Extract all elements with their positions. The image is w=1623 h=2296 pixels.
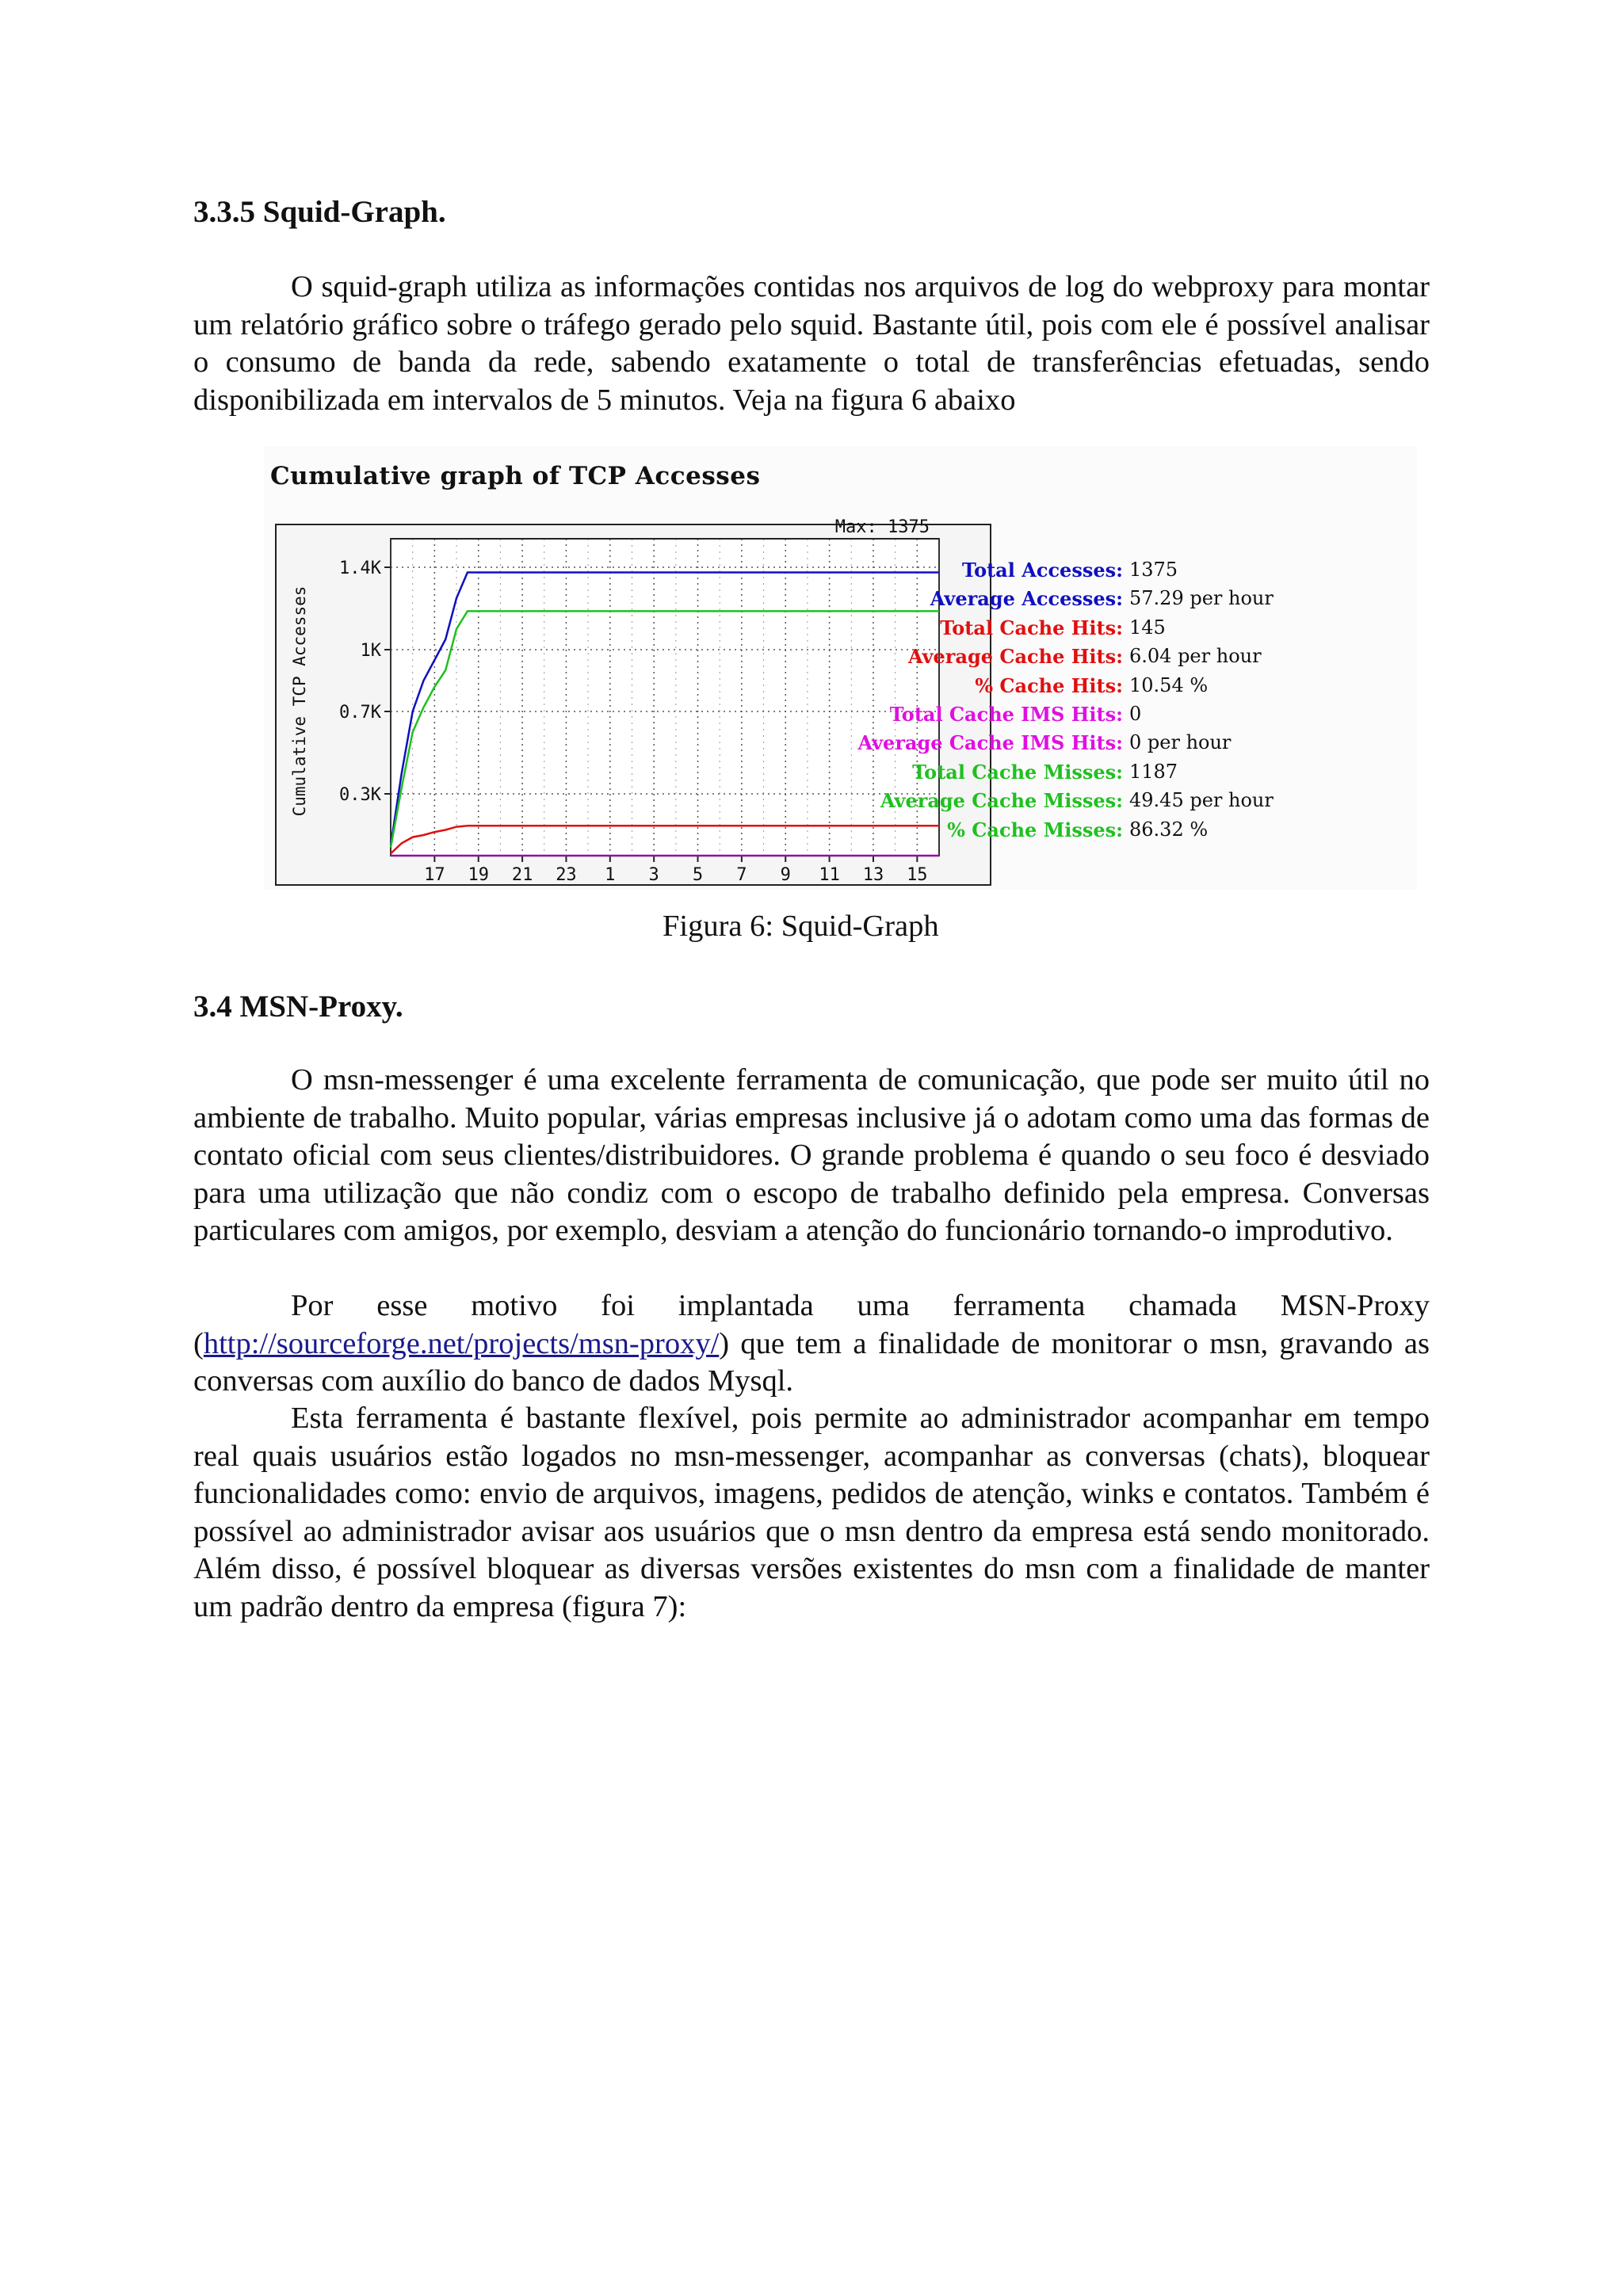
stat-row: [930, 587, 1421, 616]
stat-row: [912, 760, 1421, 789]
max-label: Max: 1375: [834, 517, 930, 537]
x-tick-label: 23: [556, 865, 577, 885]
stat-label: % Cache Misses:: [947, 818, 1123, 841]
stat-value: 6.04 per hour: [1129, 645, 1262, 668]
stat-label: Total Cache Hits:: [940, 616, 1123, 639]
section-heading-msn-proxy: 3.4 MSN-Proxy.: [193, 990, 403, 1024]
x-tick-label: 1: [605, 865, 616, 885]
paragraph-msn-features: [193, 1400, 1430, 1626]
y-tick-label: 0.3K: [339, 785, 381, 805]
section-heading-squid-graph: 3.3.5 Squid-Graph.: [193, 195, 446, 229]
sourceforge-link[interactable]: http://sourceforge.net/projects/msn-proxy/: [203, 1326, 720, 1360]
stat-label: Average Accesses:: [930, 587, 1123, 611]
x-tick-label: 15: [907, 865, 928, 885]
plot-area: [391, 539, 939, 856]
x-tick-label: 17: [424, 865, 445, 885]
paragraph-msn-proxy-tool: [193, 1287, 1430, 1401]
stat-row: [961, 674, 1421, 703]
x-tick-label: 3: [648, 865, 659, 885]
stat-value: 145: [1129, 616, 1166, 639]
x-tick-label: 13: [862, 865, 884, 885]
squid-graph-figure: [264, 446, 1417, 890]
stat-value: 1375: [1129, 559, 1178, 581]
stat-value: 0 per hour: [1129, 731, 1232, 754]
x-tick-label: 21: [511, 865, 533, 885]
x-tick-label: 5: [692, 865, 704, 885]
paragraph-squid-graph-text: O squid-graph utiliza as informações contidas nos arquivos de log do webproxy para montar um relatório gráfico sobre o tráfego gerado pelo squid. Bastante útil, pois com ele é possível analisar o consumo de banda da rede, sabendo exatamente o total de transferências efetuadas, sendo disponibilizada em intervalos de 5 minutos. Veja na figura 6 abaixo: [193, 270, 1430, 417]
stat-row: [961, 559, 1421, 587]
paragraph-msn-features-text: Esta ferramenta é bastante flexível, pois permite ao administrador acompanhar em tempo real quais usuários estão logados no msn-messenger, acompanhar as conversas (chats), bloquear funcionalidades como: envio de arquivos, imagens, pedidos de atenção, winks e contatos. Também é possível ao administrador avisar aos usuários que o msn dentro da empresa está sendo monitorado. Além disso, é possível bloquear as diversas versões existentes do msn com a finalidade de manter um padrão dentro da empresa (figura 7):: [193, 1402, 1430, 1623]
stat-row: [857, 731, 1421, 760]
stat-value: 0: [1129, 703, 1142, 725]
stat-value: 49.45 per hour: [1129, 789, 1274, 812]
y-tick-label: 1.4K: [339, 559, 381, 578]
stat-value: 57.29 per hour: [1129, 587, 1274, 610]
stat-label: Total Cache IMS Hits:: [889, 703, 1123, 726]
y-tick-label: 1K: [360, 641, 381, 661]
x-tick-label: 19: [468, 865, 489, 885]
figure-caption: Figura 6: Squid-Graph: [663, 910, 939, 943]
x-tick-label: 11: [819, 865, 840, 885]
stat-row: [947, 818, 1421, 847]
stat-label: Average Cache Misses:: [880, 789, 1123, 813]
stat-row: [889, 703, 1421, 731]
stat-value: 1187: [1129, 760, 1178, 783]
paragraph-msn-intro-text: O msn-messenger é uma excelente ferramenta de comunicação, que pode ser muito útil no ambiente de trabalho. Muito popular, várias empresas inclusive já o adotam como uma das formas de contato oficial com seus clientes/distribuidores. O grande problema é quando o seu foco é desviado para uma utilização que não condiz com o escopo de trabalho definido pela empresa. Conversas particulares com amigos, por exemplo, desviam a atenção do funcionário tornando-o improdutivo.: [193, 1063, 1430, 1247]
stat-row: [940, 616, 1421, 645]
stat-value: 86.32 %: [1129, 818, 1209, 841]
stat-value: 10.54 %: [1129, 673, 1209, 696]
paragraph-msn-intro: [193, 1062, 1430, 1250]
stat-label: Total Accesses:: [961, 559, 1123, 582]
paragraph-squid-graph: [193, 269, 1430, 419]
chart-title: Cumulative graph of TCP Accesses: [270, 462, 761, 490]
stat-row: [880, 789, 1421, 818]
y-axis-label: Cumulative TCP Accesses: [290, 585, 309, 817]
x-tick-label: 9: [780, 865, 791, 885]
stat-label: Average Cache Hits:: [907, 645, 1123, 669]
stat-label: % Cache Hits:: [975, 673, 1123, 697]
stat-label: Total Cache Misses:: [912, 760, 1123, 784]
stat-label: Average Cache IMS Hits:: [857, 731, 1123, 755]
paragraph-msn-proxy-text-1: Por esse motivo foi implantada uma ferramenta chamada MSN-Proxy (: [193, 1289, 1430, 1360]
stat-row: [907, 645, 1421, 673]
x-tick-label: 7: [736, 865, 747, 885]
paragraph-msn-proxy-text-2: ) que tem a finalidade de monitorar o msn, gravando as conversas com auxílio do banco de dados Mysql.: [193, 1326, 1430, 1398]
y-tick-label: 0.7K: [339, 703, 381, 723]
